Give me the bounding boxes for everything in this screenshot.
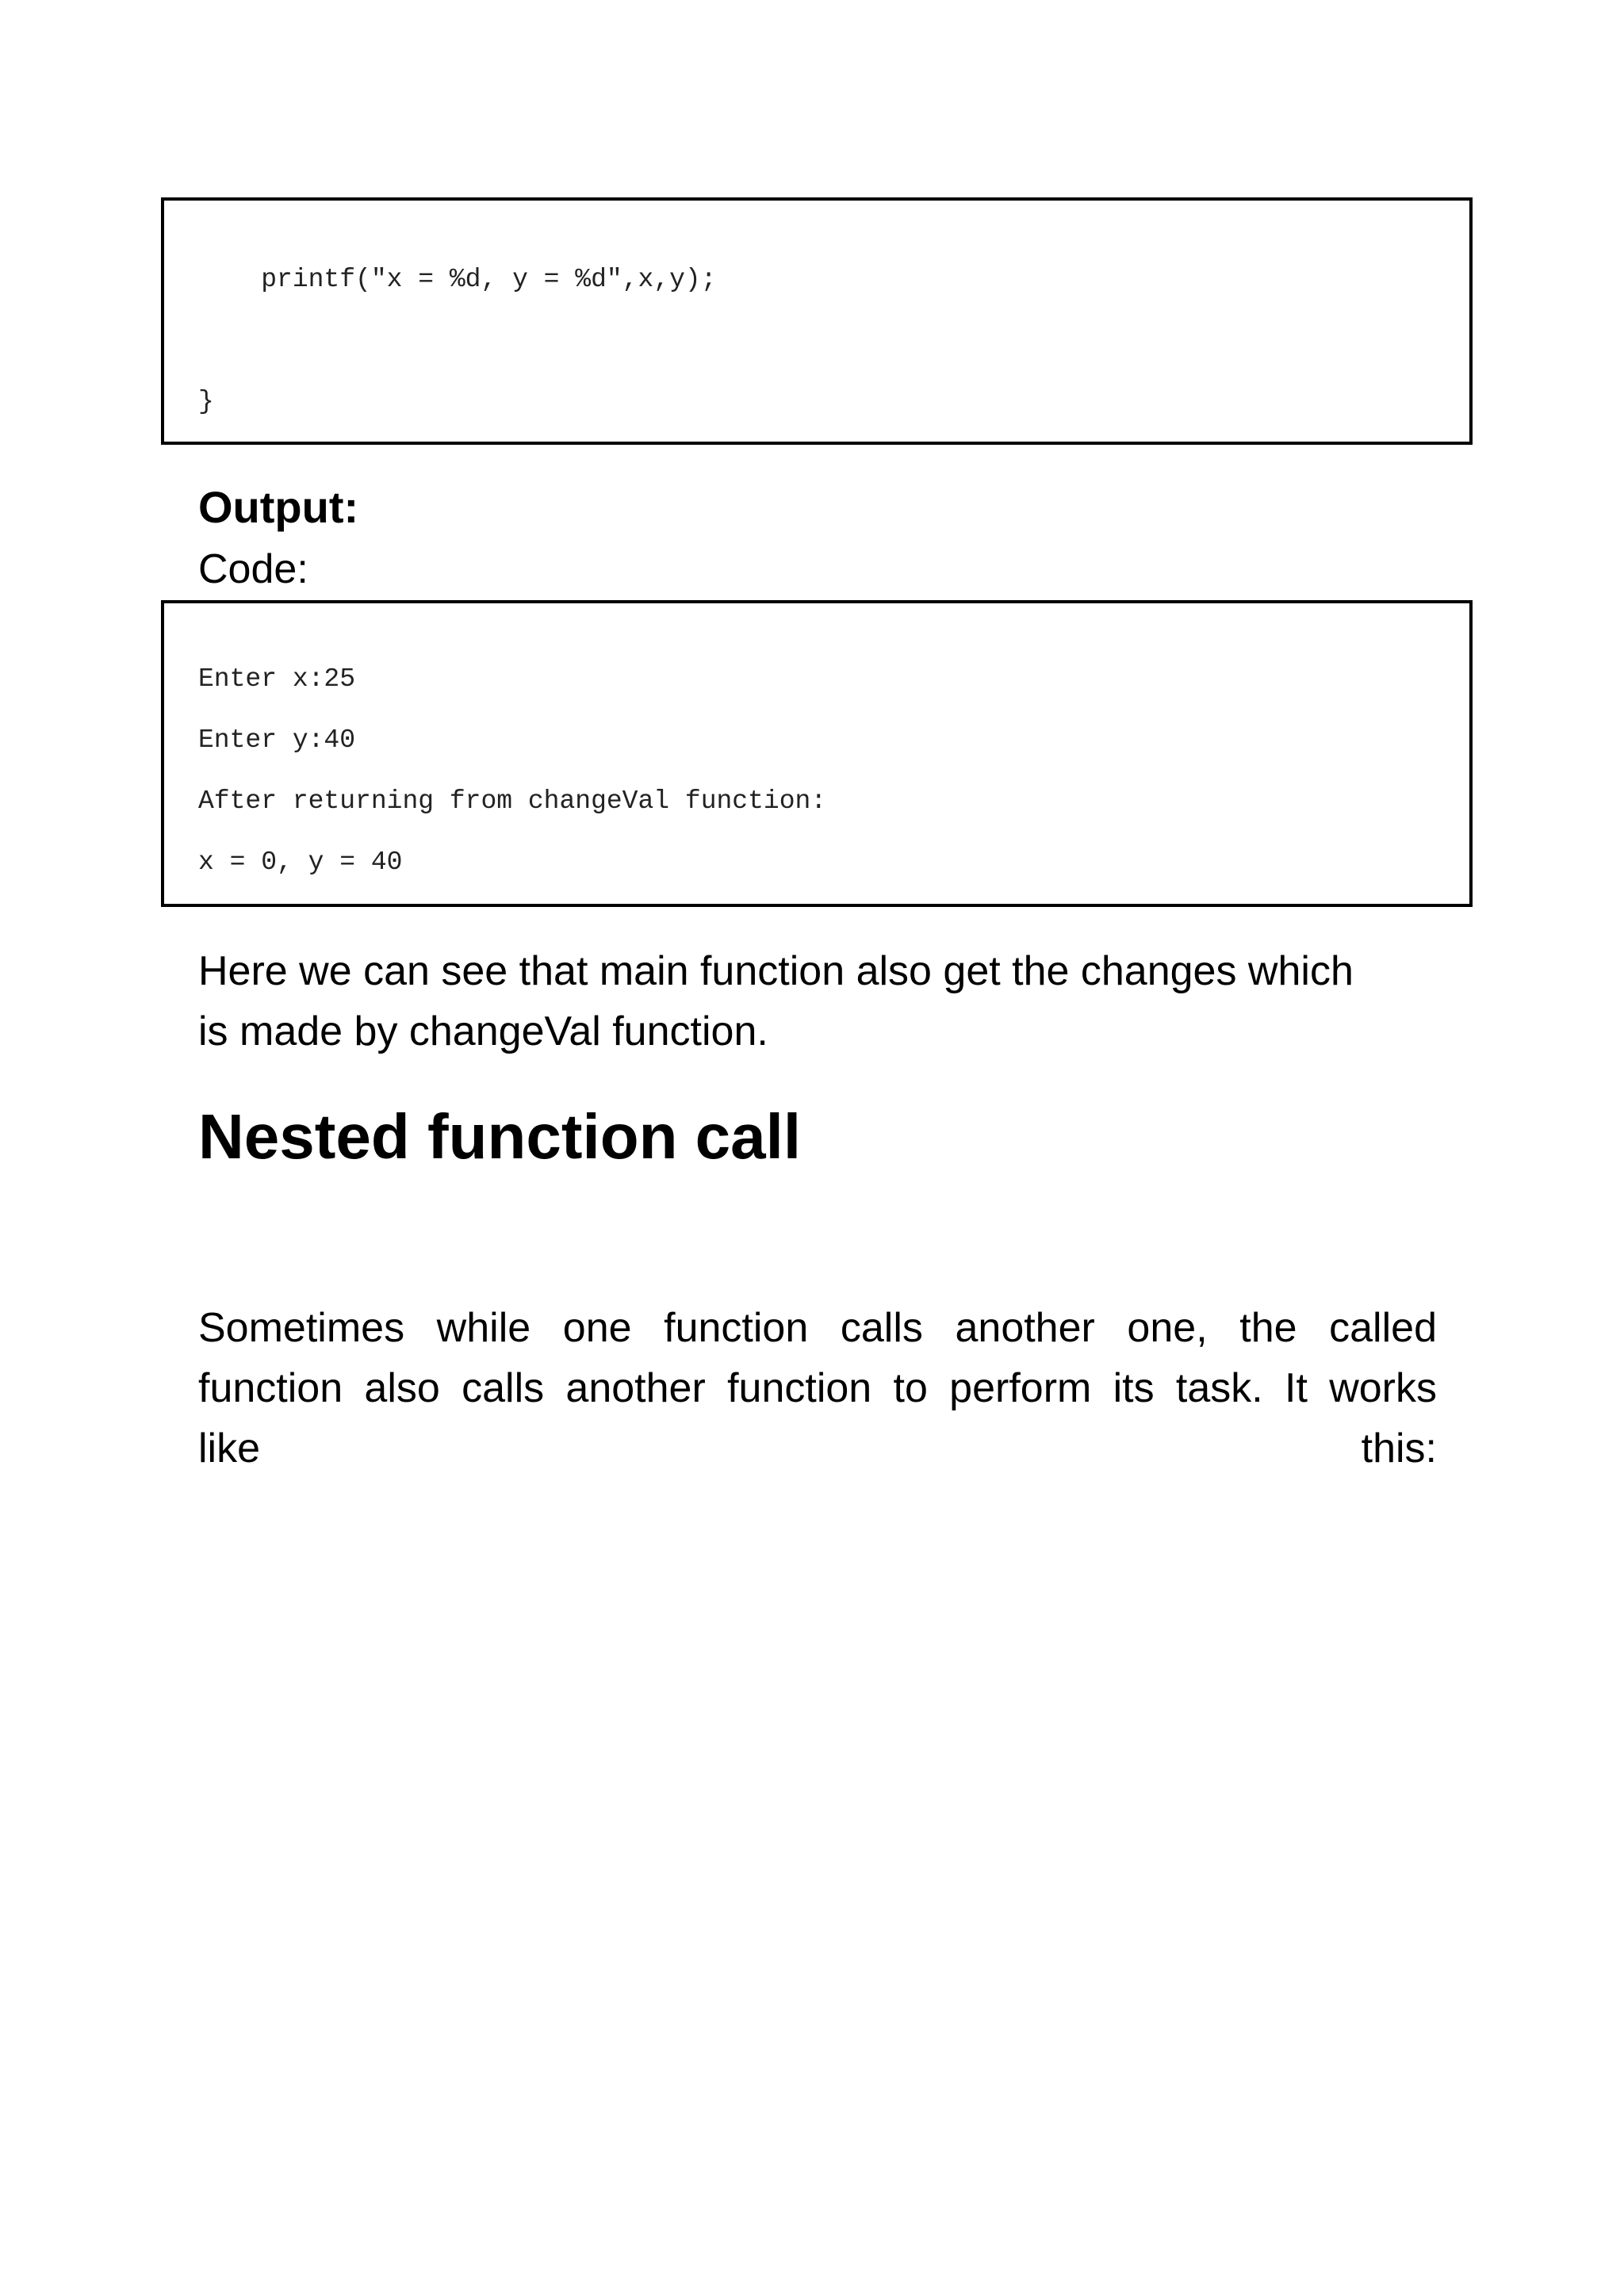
code-block-top (161, 197, 1473, 445)
code-line: } (198, 387, 214, 416)
paragraph-line-last (198, 1418, 1437, 1479)
code-line: Enter x:25 (198, 664, 356, 694)
paragraph-nested (198, 1298, 1437, 1479)
paragraph-line: Sometimes while one function calls another one, the called (198, 1305, 1437, 1351)
paragraph-line: Here we can see that main function also get the changes which (198, 948, 1354, 994)
paragraph-word: this: (1361, 1425, 1437, 1471)
code-label: Code: (198, 546, 308, 592)
output-label: Output: (198, 482, 359, 532)
paragraph-changes (198, 941, 1437, 1062)
section-heading: Nested function call (198, 1101, 802, 1172)
code-line: Enter y:40 (198, 725, 356, 755)
paragraph-line: function also calls another function to perform its task. It works (198, 1365, 1437, 1411)
code-block-output (161, 600, 1473, 907)
code-line: x = 0, y = 40 (198, 848, 403, 877)
paragraph-line: is made by changeVal function. (198, 1008, 768, 1054)
paragraph-word: like (198, 1425, 261, 1471)
code-line: After returning from changeVal function: (198, 786, 827, 816)
code-line: printf("x = %d, y = %d",x,y); (198, 265, 717, 294)
